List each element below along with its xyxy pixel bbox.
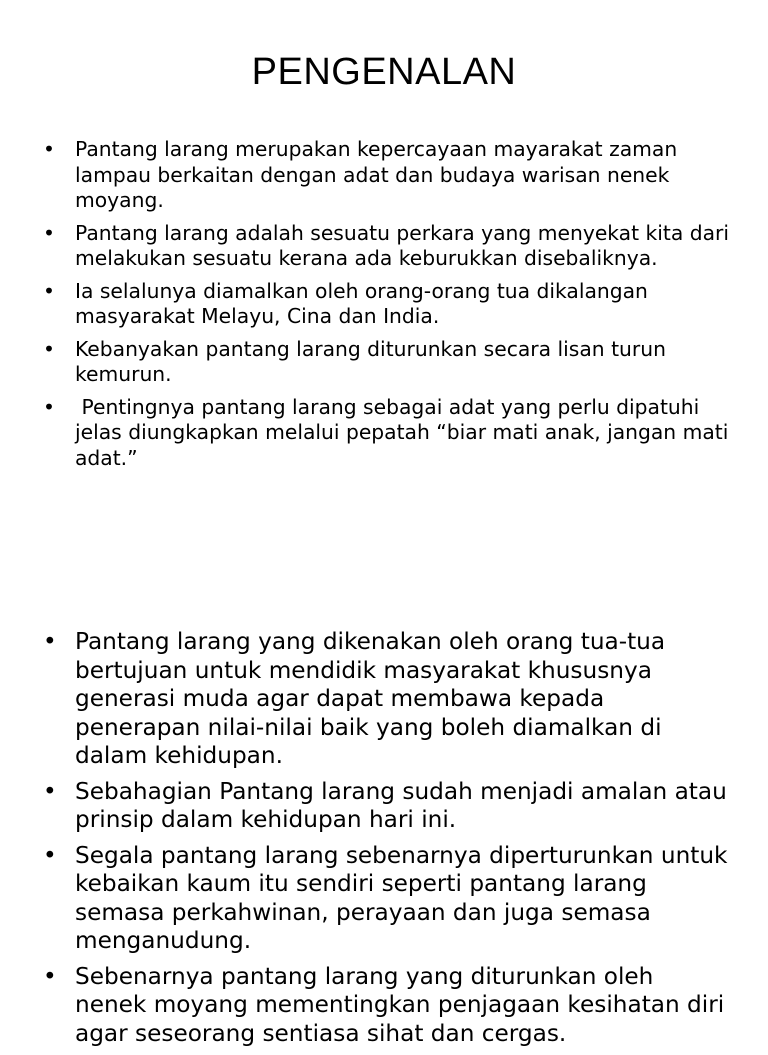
bullet-item: [0, 842, 768, 956]
bullet-item: [0, 137, 768, 214]
bullet-text: Sebahagian Pantang larang sudah menjadi amalan atau prinsip dalam kehidupan hari ini.: [75, 777, 727, 833]
bullet-text: Sebenarnya pantang larang yang diturunkan oleh nenek moyang mementingkan penjagaan kesihatan diri agar seseorang sentiasa sihat dan cergas.: [75, 962, 725, 1047]
bullet-icon: •: [43, 841, 57, 869]
bullet-icon: •: [43, 220, 55, 245]
bullet-item: [0, 279, 768, 330]
bullet-icon: •: [43, 137, 55, 161]
bullet-item: [0, 221, 768, 272]
bullet-text: Pentingnya pantang larang sebagai adat yang perlu dipatuhi jelas diungkapkan melalui pepatah “biar mati anak, jangan mati adat.”: [75, 394, 735, 470]
bullet-icon: •: [43, 336, 55, 361]
bullet-text: Pantang larang adalah sesuatu perkara yang menyekat kita dari melakukan sesuatu kerana ada keburukkan disebaliknya.: [75, 220, 729, 270]
bullet-item: [0, 337, 768, 388]
bullet-text: Segala pantang larang sebenarnya diperturunkan untuk kebaikan kaum itu sendiri seperti pantang larang semasa perkahwinan, perayaan dan juga semasa menganudung.: [75, 841, 728, 954]
bullet-text: Pantang larang merupakan kepercayaan mayarakat zaman lampau berkaitan dengan adat dan budaya warisan nenek moyang.: [75, 137, 678, 212]
bullet-icon: •: [43, 628, 57, 655]
bullet-list: [0, 137, 768, 478]
bullet-list: [0, 628, 768, 1055]
bullet-item: [0, 963, 768, 1049]
bullet-text: Pantang larang yang dikenakan oleh orang tua-tua bertujuan untuk mendidik masyarakat khususnya generasi muda agar dapat membawa kepada penerapan nilai-nilai baik yang boleh diamalkan di dalam kehidupan.: [75, 628, 666, 769]
slide-title: PENGENALAN: [251, 51, 517, 93]
bullet-icon: •: [43, 394, 55, 419]
bullet-icon: •: [43, 962, 57, 990]
bullet-text: Ia selalunya diamalkan oleh orang-orang tua dikalangan masyarakat Melayu, Cina dan India.: [75, 278, 648, 328]
slide-continuation: [0, 600, 768, 1047]
bullet-item: [0, 395, 768, 472]
bullet-text: Kebanyakan pantang larang diturunkan secara lisan turun kemurun.: [75, 336, 666, 386]
bullet-icon: •: [43, 777, 57, 805]
bullet-icon: •: [43, 278, 55, 303]
bullet-item: [0, 778, 768, 835]
bullet-item: [0, 628, 768, 771]
